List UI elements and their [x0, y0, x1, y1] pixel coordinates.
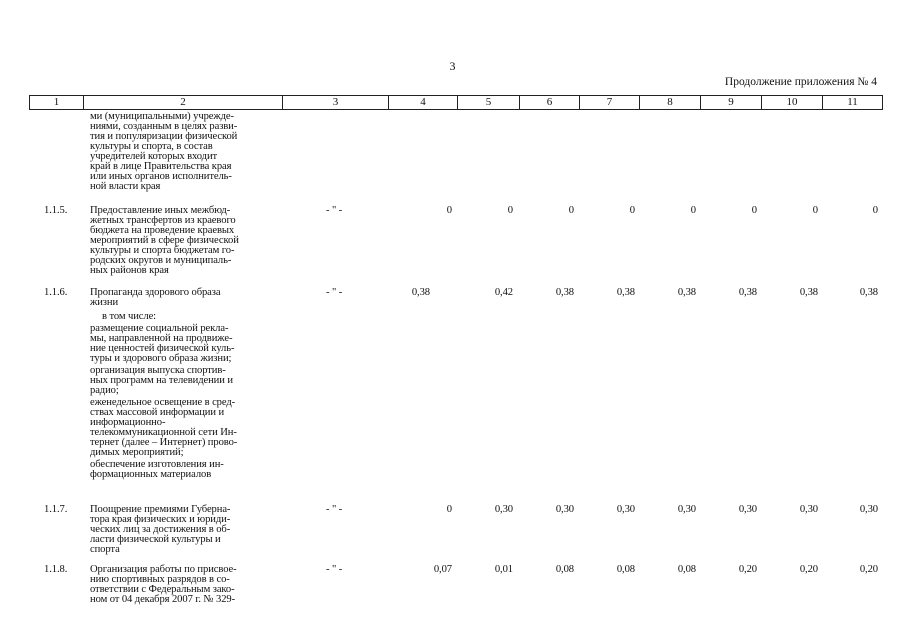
text-line: еженедельное освещение в сред- — [90, 397, 236, 408]
text-line: Организация работы по присвое- — [90, 564, 237, 575]
text-line: радио; — [90, 385, 119, 396]
row-number: 1.1.7. — [44, 504, 68, 515]
header-col-9: 9 — [701, 96, 762, 109]
text-line: ние ценностей физической куль- — [90, 343, 235, 354]
text-line: нию спортивных разрядов в со- — [90, 574, 230, 585]
value-cell: 0,42 — [494, 287, 513, 298]
text-line: размещение социальной рекла- — [90, 323, 229, 334]
value-cell: 0,38 — [555, 287, 574, 298]
text-line: культуры и спорта, в состав — [90, 141, 213, 152]
text-line: спорта — [90, 544, 120, 555]
text-line: ных программ на телевидении и — [90, 375, 233, 386]
header-col-3: 3 — [283, 96, 389, 109]
row-number: 1.1.6. — [44, 287, 68, 298]
header-col-8: 8 — [640, 96, 701, 109]
text-line: мы, направленной на продвиже- — [90, 333, 233, 344]
value-cell: 0 — [446, 504, 452, 515]
value-cell: 0,30 — [859, 504, 878, 515]
text-line: димых мероприятий; — [90, 447, 184, 458]
row-col3: - " - — [326, 564, 343, 575]
row-description — [90, 288, 280, 480]
value-cell: 0,20 — [738, 564, 757, 575]
text-line: край в лице Правительства края — [90, 161, 232, 172]
text-line: мероприятий в сфере физической — [90, 235, 239, 246]
text-line: ческих лиц за достижения в об- — [90, 524, 231, 535]
text-line: организация выпуска спортив- — [90, 365, 226, 376]
header-col-10: 10 — [762, 96, 823, 109]
text-line: туры и здорового образа жизни; — [90, 353, 232, 364]
value-cell: 0,20 — [859, 564, 878, 575]
header-col-4: 4 — [389, 96, 458, 109]
text-line: ной власти края — [90, 181, 161, 192]
value-cell: 0,30 — [555, 504, 574, 515]
text-line: учредителей которых входит — [90, 151, 218, 162]
value-cell: 0,01 — [494, 564, 513, 575]
value-cell: 0 — [568, 205, 574, 216]
value-cell: 0,08 — [555, 564, 574, 575]
value-cell: 0 — [507, 205, 513, 216]
continuation-note: Продолжение приложения № 4 — [724, 76, 877, 88]
text-line: жизни — [90, 297, 119, 308]
row-number: 1.1.8. — [44, 564, 68, 575]
value-cell: 0,08 — [677, 564, 696, 575]
row-description — [90, 505, 280, 555]
row-description — [90, 206, 280, 276]
value-cell: 0,30 — [738, 504, 757, 515]
header-col-5: 5 — [458, 96, 520, 109]
value-cell: 0 — [629, 205, 635, 216]
table-header-row — [29, 95, 883, 110]
text-line: культуры и спорта бюджетам го- — [90, 245, 235, 256]
row-description — [90, 565, 280, 605]
value-cell: 0 — [751, 205, 757, 216]
text-line: Пропаганда здорового образа — [90, 287, 221, 298]
row-col3: - " - — [326, 287, 343, 298]
value-cell: 0,30 — [677, 504, 696, 515]
text-line: ми (муниципальными) учрежде- — [90, 111, 234, 122]
text-line: тернет (далее – Интернет) прово- — [90, 437, 238, 448]
text-line: Поощрение премиями Губерна- — [90, 504, 231, 515]
value-cell: 0,38 — [738, 287, 757, 298]
text-line: формационных материалов — [90, 469, 212, 480]
value-cell: 0,30 — [799, 504, 818, 515]
header-col-1: 1 — [30, 96, 84, 109]
text-line: бюджета на проведение краевых — [90, 225, 235, 236]
value-cell: 0,38 — [859, 287, 878, 298]
value-cell: 0 — [872, 205, 878, 216]
text-line: жетных трансфертов из краевого — [90, 215, 236, 226]
text-line: ном от 04 декабря 2007 г. № 329- — [90, 594, 236, 605]
page-number: 3 — [449, 59, 456, 73]
text-line: информационно- — [90, 417, 166, 428]
text-line: или иных органов исполнитель- — [90, 171, 232, 182]
text-line: ных районов края — [90, 265, 169, 276]
value-cell: 0,20 — [799, 564, 818, 575]
text-line: тора края физических и юриди- — [90, 514, 231, 525]
value-cell: 0 — [690, 205, 696, 216]
text-line: ласти физической культуры и — [90, 534, 221, 545]
value-cell: 0 — [446, 205, 452, 216]
text-line: ниями, созданным в целях разви- — [90, 121, 238, 132]
header-col-6: 6 — [520, 96, 580, 109]
text-line: тия и популяризации физической — [90, 131, 238, 142]
carry-over-text — [90, 112, 280, 192]
sub-intro: в том числе: — [102, 311, 157, 322]
text-line: Предоставление иных межбюд- — [90, 205, 231, 216]
text-line: телекоммуникационной сети Ин- — [90, 427, 237, 438]
value-cell: 0,38 — [677, 287, 696, 298]
row-number: 1.1.5. — [44, 205, 68, 216]
value-cell: 0 — [812, 205, 818, 216]
value-cell: 0,30 — [616, 504, 635, 515]
value-cell: 0,38 — [616, 287, 635, 298]
value-cell: 0,30 — [494, 504, 513, 515]
header-col-7: 7 — [580, 96, 640, 109]
value-cell: 0,08 — [616, 564, 635, 575]
text-line: ответствии с Федеральным зако- — [90, 584, 235, 595]
text-line: ствах массовой информации и — [90, 407, 225, 418]
value-cell: 0,38 — [799, 287, 818, 298]
row-col3: - " - — [326, 504, 343, 515]
row-col3: - " - — [326, 205, 343, 216]
value-cell: 0,38 — [411, 287, 430, 298]
header-col-11: 11 — [847, 96, 858, 108]
text-line: родских округов и муниципаль- — [90, 255, 232, 266]
text-line: обеспечение изготовления ин- — [90, 459, 224, 470]
value-cell: 0,07 — [433, 564, 452, 575]
header-col-2: 2 — [84, 96, 283, 109]
